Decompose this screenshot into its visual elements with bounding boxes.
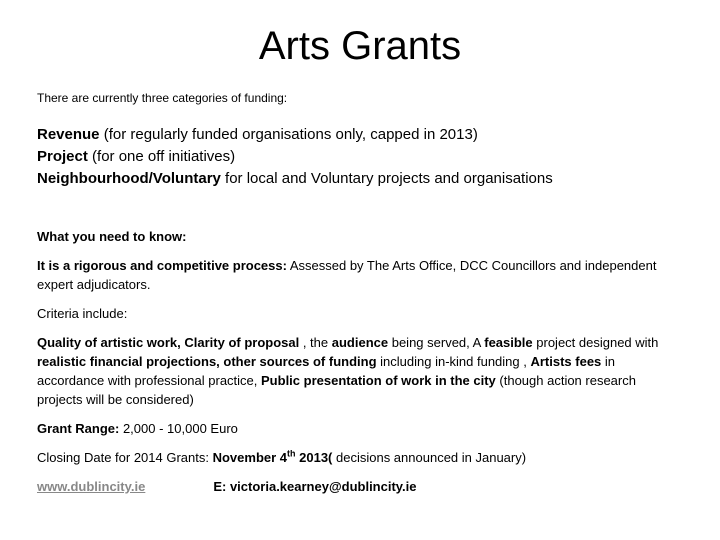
- criteria-heading: Criteria include:: [37, 306, 128, 321]
- grant-range-label: Grant Range:: [37, 421, 120, 436]
- process-text: Assessed by The Arts Office, DCC Councillors and independent expert adjudicators.: [37, 258, 657, 292]
- details-section: [37, 227, 667, 506]
- category-name: Revenue: [37, 126, 100, 143]
- website-link[interactable]: www.dublincity.ie: [37, 479, 146, 494]
- category-neighbourhood: [37, 168, 553, 190]
- intro-text: There are currently three categories of funding:: [37, 91, 288, 105]
- category-desc: (for regularly funded organisations only, capped in 2013): [99, 126, 478, 143]
- category-desc: (for one off initiatives): [87, 148, 236, 165]
- grant-range-value: 2,000 - 10,000 Euro: [119, 421, 238, 436]
- process-paragraph: [37, 256, 667, 294]
- closing-label: Closing Date for 2014 Grants:: [37, 450, 213, 465]
- closing-date-value: November 4th 2013(: [212, 448, 333, 465]
- closing-note: decisions announced in January): [332, 450, 527, 465]
- criteria-paragraph: Quality of artistic work, Clarity of proposal , the audience being served, A feasible project designed with realistic financial projections, other sources of funding including in-kind funding , Artists fees in accordance with professional practice, Public presentation of work in the city (though action research projects will be considered): [37, 335, 659, 407]
- category-desc: for local and Voluntary projects and organisations: [220, 170, 553, 187]
- page-title: Arts Grants: [258, 24, 462, 68]
- category-revenue: [37, 124, 553, 146]
- funding-categories: [37, 124, 553, 190]
- need-heading: What you need to know:: [37, 229, 187, 244]
- category-name: Neighbourhood/Voluntary: [37, 170, 221, 187]
- grant-range: [37, 419, 667, 438]
- process-label: It is a rigorous and competitive process:: [37, 258, 287, 273]
- closing-date: [37, 448, 667, 467]
- category-name: Project: [37, 148, 88, 165]
- email-address[interactable]: E: victoria.kearney@dublincity.ie: [213, 479, 417, 494]
- contact-row: [37, 477, 667, 496]
- category-project: [37, 146, 553, 168]
